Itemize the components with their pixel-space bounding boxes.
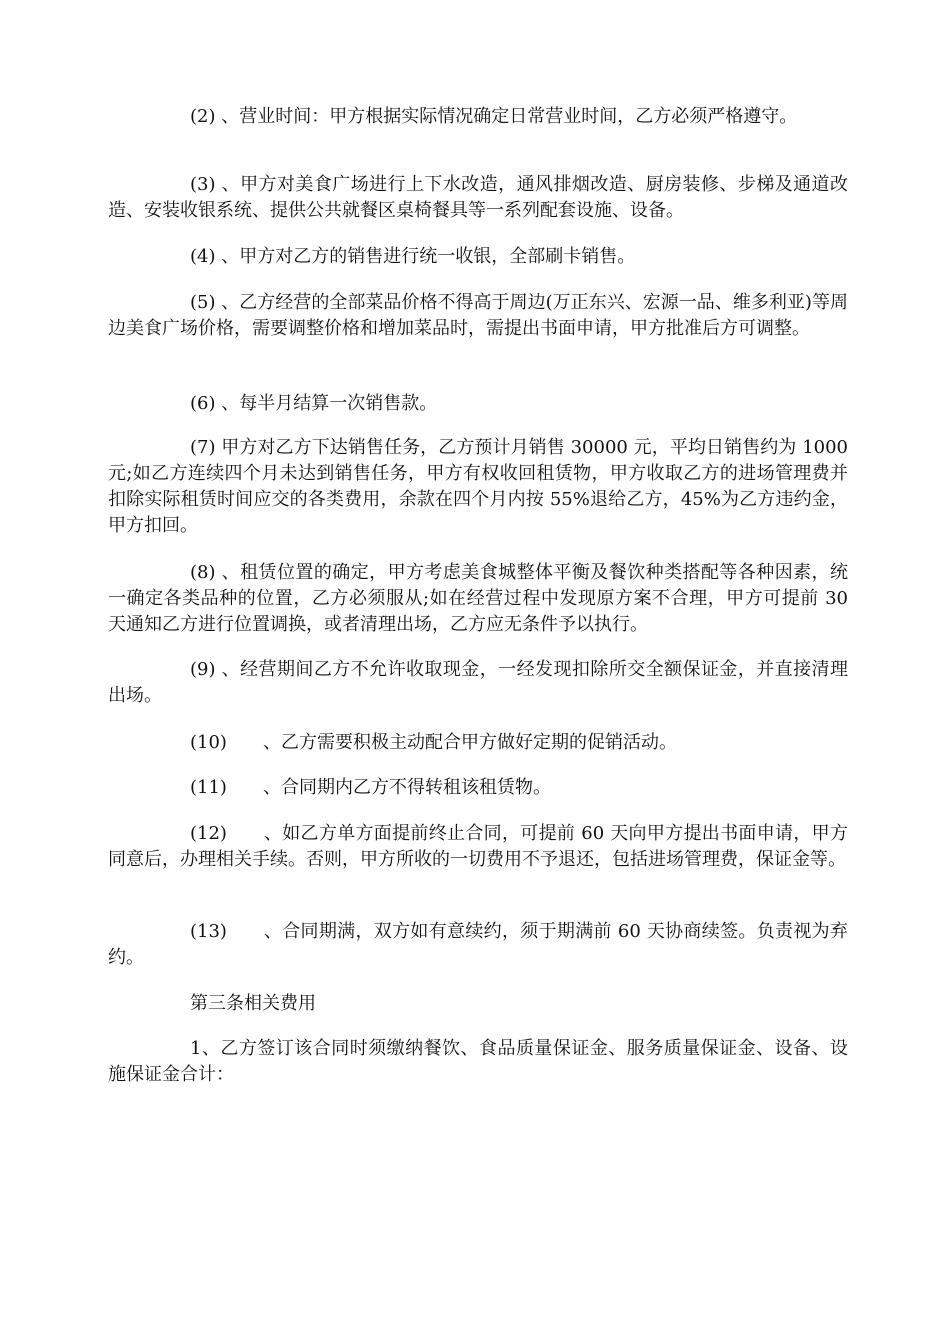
clause-7: (7) 甲方对乙方下达销售任务，乙方预计月销售 30000 元，平均日销售约为 1000 元;如乙方连续四个月未达到销售任务，甲方有权收回租赁物，甲方收取乙方的进场管理费并扣除实际租赁时间应交的各类费用，余款在四个月内按 55%退给乙方，45%为乙方违约金，甲方扣回。 [108,437,848,536]
clause-4: (4) 、甲方对乙方的销售进行统一收银，全部刷卡销售。 [190,246,636,267]
fee-clause-1: 1、乙方签订该合同时须缴纳餐饮、食品质量保证金、服务质量保证金、设备、设施保证金合计： [108,1038,848,1085]
clause-9: (9) 、经营期间乙方不允许收取现金，一经发现扣除所交全额保证金，并直接清理出场。 [108,659,848,706]
clause-5: (5) 、乙方经营的全部菜品价格不得高于周边(万正东兴、宏源一品、维多利亚)等周边美食广场价格，需要调整价格和增加菜品时，需提出书面申请，甲方批准后方可调整。 [108,292,848,339]
clause-8: (8) 、租赁位置的确定，甲方考虑美食城整体平衡及餐饮种类搭配等各种因素，统一确定各类品种的位置，乙方必须服从;如在经营过程中发现原方案不合理，甲方可提前 30 天通知乙方进行位置调换，或者清理出场，乙方应无条件予以执行。 [108,562,848,635]
clause-3: (3) 、甲方对美食广场进行上下水改造，通风排烟改造、厨房装修、步梯及通道改造、安装收银系统、提供公共就餐区桌椅餐具等一系列配套设施、设备。 [108,174,848,221]
clause-11: (11) 、合同期内乙方不得转租该租赁物。 [190,777,551,798]
clause-12: (12) 、如乙方单方面提前终止合同，可提前 60 天向甲方提出书面申请，甲方同意后，办理相关手续。否则，甲方所收的一切费用不予退还，包括进场管理费，保证金等。 [108,823,848,870]
clause-13: (13) 、合同期满，双方如有意续约，须于期满前 60 天协商续签。负责视为弃约。 [108,921,848,968]
section-heading-article-3: 第三条相关费用 [190,993,316,1014]
clause-6: (6) 、每半月结算一次销售款。 [190,393,438,414]
clause-10: (10) 、乙方需要积极主动配合甲方做好定期的促销活动。 [190,732,677,753]
clause-2: (2) 、营业时间：甲方根据实际情况确定日常营业时间，乙方必须严格遵守。 [190,106,798,127]
